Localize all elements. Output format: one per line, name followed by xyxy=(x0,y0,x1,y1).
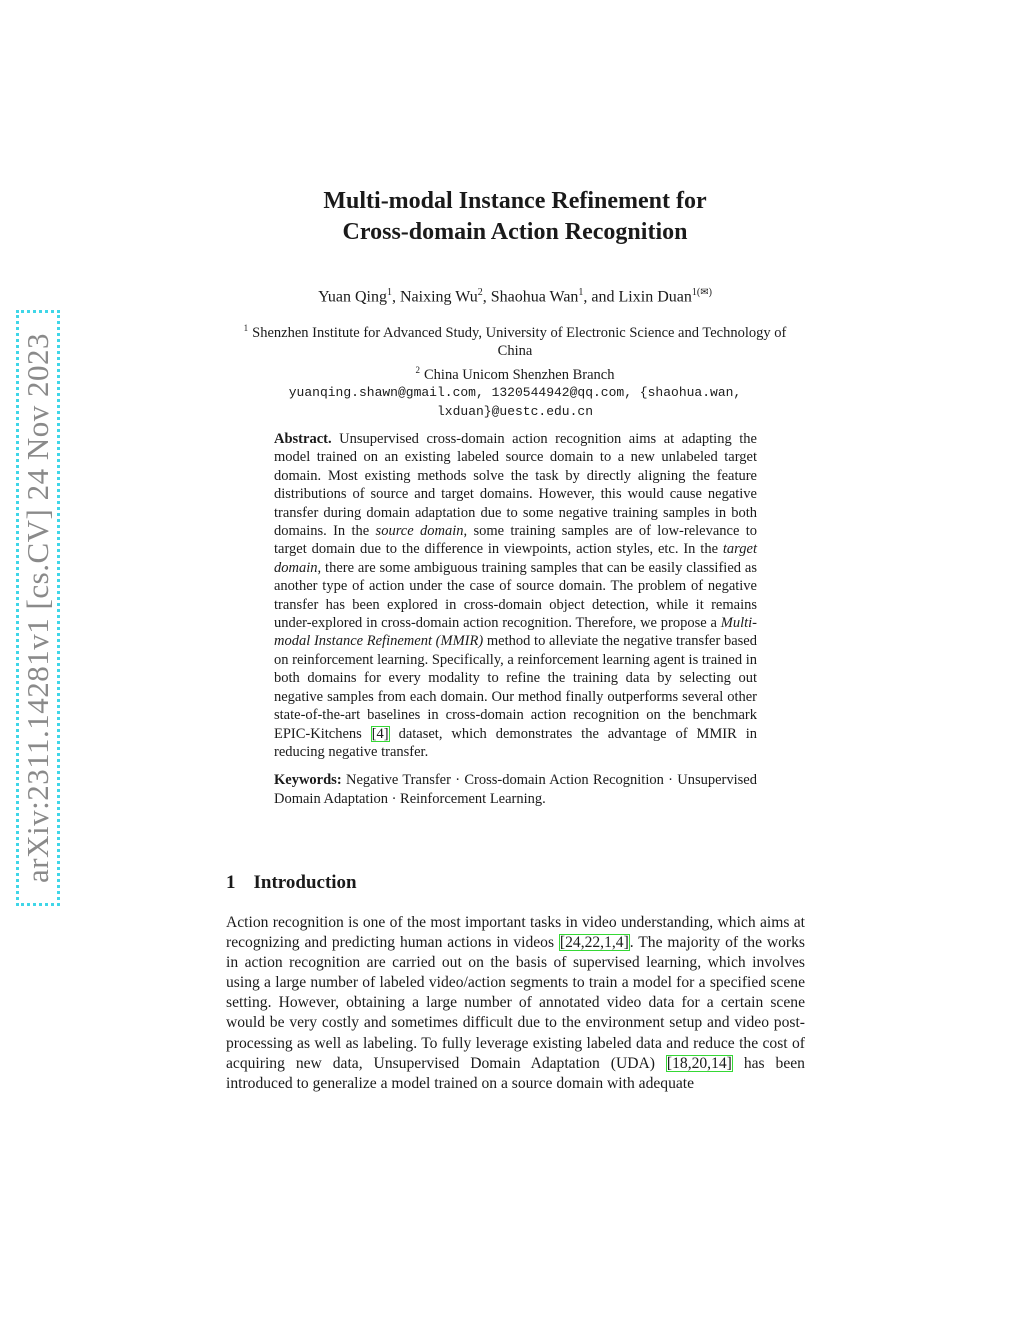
keywords-label: Keywords: xyxy=(274,772,342,789)
author-affil-mark: 1(✉) xyxy=(691,287,712,298)
author-affil-mark: 1 xyxy=(578,287,584,298)
emails-line-1: yuanqing.shawn@gmail.com, 1320544942@qq.com, {shaohua.wan, xyxy=(288,385,742,401)
author-separator: , xyxy=(391,288,400,306)
affiliation-2 xyxy=(230,361,800,384)
title-line-1: Multi-modal Instance Refinement for xyxy=(323,188,707,214)
affiliation-1 xyxy=(230,319,800,361)
keywords-paragraph xyxy=(274,771,757,808)
author-separator: , and xyxy=(583,288,619,306)
paper-title xyxy=(180,186,850,248)
abstract-text: , there are some ambiguous training samples that can be easily classified as another type of action under the case of source domain. The problem of negative transfer has been explored in cross-domain object detection, while it remains under-explored in cross-domain action recognition. Therefore, we propose a xyxy=(274,559,757,632)
intro-text: has been introduced to generalize a model trained on a source domain with adequate xyxy=(226,1054,805,1092)
abstract-emphasis: Multi-modal Instance Refinement (MMIR) xyxy=(274,615,757,650)
intro-text: . The majority of the works in action recognition are carried out on the basis of supervised learning, which involves using a large number of labeled video/action segments to train a model for a specified scene setting. However, obtaining a large number of annotated video data for a certain scene would be very costly and sometimes difficult due to the environment setup and video post-processing as well as labeling. To fully leverage existing labeled data and reduce the cost of acquiring new data, Unsupervised Domain Adaptation (UDA) xyxy=(226,934,805,1072)
citation-link[interactable]: [18,20,14] xyxy=(666,1054,732,1072)
author-name: Lixin Duan xyxy=(618,288,692,306)
abstract-text: dataset, which demonstrates the advantage of MMIR in reducing negative transfer. xyxy=(274,725,757,760)
arxiv-identifier: arXiv:2311.14281v1 [cs.CV] 24 Nov 2023 xyxy=(20,333,55,883)
abstract-text: , some training samples are of low-relevance to target domain due to the difference in viewpoints, action styles, etc. In the xyxy=(274,523,758,558)
citation-link[interactable]: [24,22,1,4] xyxy=(559,934,629,952)
abstract-block xyxy=(274,430,757,808)
keywords-text: Negative Transfer · Cross-domain Action Recognition · Unsupervised Domain Adaptation · Reinforcement Learning. xyxy=(274,772,757,807)
abstract-paragraph xyxy=(274,430,757,761)
affiliations xyxy=(230,319,800,421)
author-affil-mark: 1 xyxy=(386,287,392,298)
abstract-emphasis: source domain xyxy=(375,523,464,540)
affiliation-mark: 1 xyxy=(243,323,249,333)
abstract-label: Abstract. xyxy=(274,431,332,447)
author-affil-mark: 2 xyxy=(477,287,483,298)
author-list xyxy=(180,282,850,308)
arxiv-stamp xyxy=(16,310,60,906)
affiliation-mark: 2 xyxy=(415,364,421,375)
abstract-text: Unsupervised cross-domain action recognition aims at adapting the model trained on an existing labeled source domain to a new unlabeled target domain. Most existing methods solve the task by directly aligning the feature distributions of source and target domains. However, this would cause negative transfer during domain adaptation due to some negative training samples in both domains. In the xyxy=(274,431,757,540)
intro-text: Action recognition is one of the most important tasks in video understanding, which aims at recognizing and predicting human actions in videos xyxy=(226,914,805,952)
citation-link[interactable]: [4] xyxy=(371,725,389,742)
affiliation-text: Shenzhen Institute for Advanced Study, University of Electronic Science and Technology of China xyxy=(252,324,787,360)
intro-paragraph xyxy=(226,913,805,1094)
title-line-2: Cross-domain Action Recognition xyxy=(342,219,688,245)
abstract-text: method to alleviate the negative transfer based on reinforcement learning. Specifically, a reinforcement learning agent is trained in both domains for every modality to refine the training data by selecting out negative samples from each domain. Our method finally outperforms several other state-of-the-art baselines in cross-domain action recognition on the benchmark EPIC-Kitchens xyxy=(274,633,757,742)
section-heading xyxy=(226,872,357,894)
author-separator: , xyxy=(482,288,491,306)
section-title: Introduction xyxy=(253,872,357,893)
author-name: Shaohua Wan xyxy=(490,288,579,306)
author-name: Naixing Wu xyxy=(399,288,478,306)
abstract-emphasis: target domain xyxy=(274,541,757,576)
emails-line-2: lxduan}@uestc.edu.cn xyxy=(436,403,594,419)
author-name: Yuan Qing xyxy=(318,288,387,306)
affiliation-text: China Unicom Shenzhen Branch xyxy=(424,366,615,383)
section-number: 1 xyxy=(226,872,236,893)
